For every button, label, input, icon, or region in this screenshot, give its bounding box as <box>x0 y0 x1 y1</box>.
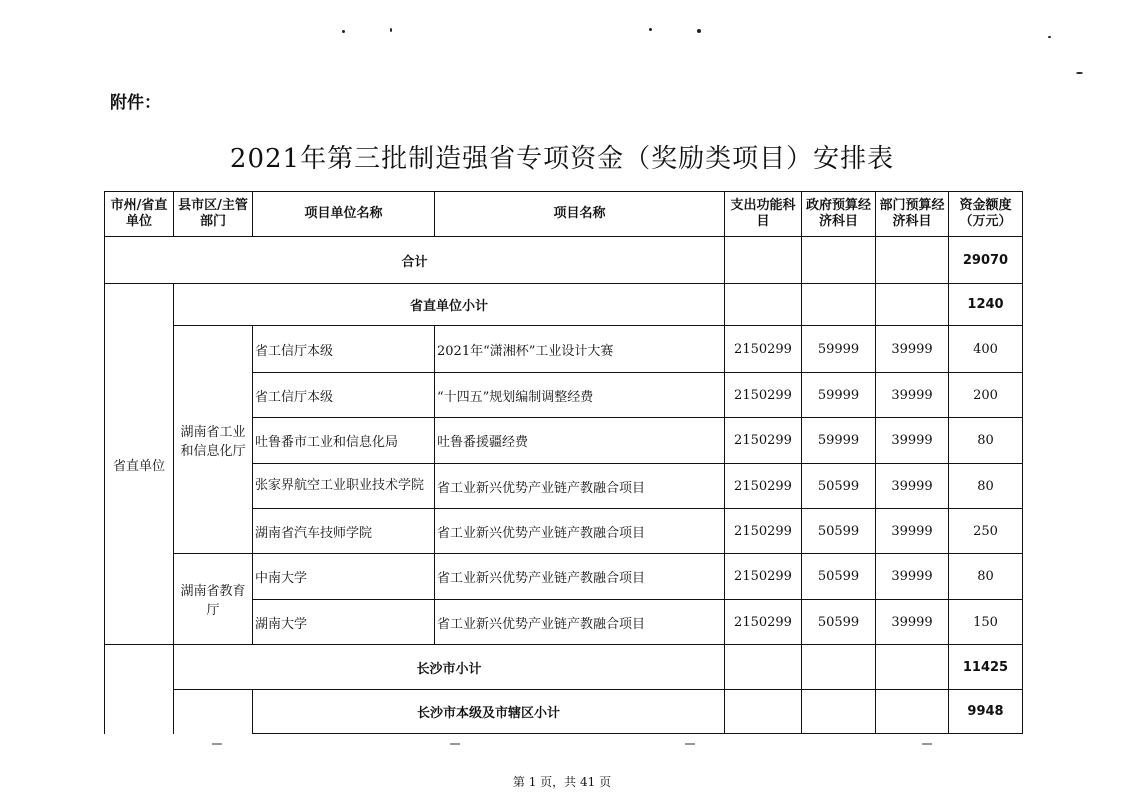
row-project: 2021年“潇湘杯”工业设计大赛 <box>435 326 725 373</box>
row-gov: 59999 <box>802 326 876 373</box>
scan-speck <box>649 28 652 31</box>
provincial-subtotal-row <box>105 284 1023 326</box>
row-project: 省工业新兴优势产业链产教融合项目 <box>435 554 725 600</box>
row-amount: 80 <box>949 554 1023 600</box>
header-gov-subject: 政府预算经济科目 <box>802 192 876 237</box>
table-row <box>105 326 1023 373</box>
total-amount: 29070 <box>949 237 1023 284</box>
scan-speck <box>1076 72 1083 74</box>
header-city: 市州/省直单位 <box>105 192 174 237</box>
header-amount: 资金额度（万元） <box>949 192 1023 237</box>
scan-speck <box>390 28 392 32</box>
table-row <box>105 554 1023 600</box>
header-project: 项目名称 <box>435 192 725 237</box>
row-dept: 39999 <box>876 373 949 418</box>
provincial-subtotal-amount: 1240 <box>949 284 1023 326</box>
changsha-subtotal-row <box>105 645 1023 690</box>
row-func: 2150299 <box>725 373 802 418</box>
row-dept: 39999 <box>876 418 949 464</box>
row-gov: 50599 <box>802 554 876 600</box>
scan-speck <box>342 30 345 33</box>
row-project: “十四五”规划编制调整经费 <box>435 373 725 418</box>
row-func: 2150299 <box>725 554 802 600</box>
row-dept: 39999 <box>876 509 949 554</box>
header-unit: 项目单位名称 <box>253 192 435 237</box>
row-func: 2150299 <box>725 464 802 509</box>
row-gov: 59999 <box>802 373 876 418</box>
row-project: 省工业新兴优势产业链产教融合项目 <box>435 600 725 645</box>
row-unit: 省工信厅本级 <box>253 373 435 418</box>
row-dept: 39999 <box>876 600 949 645</box>
row-func: 2150299 <box>725 418 802 464</box>
provincial-group-label: 省直单位 <box>105 284 174 645</box>
cut-mark <box>450 743 460 745</box>
row-unit: 吐鲁番市工业和信息化局 <box>253 418 435 464</box>
provincial-subtotal-label: 省直单位小计 <box>174 284 725 326</box>
row-gov: 50599 <box>802 464 876 509</box>
cut-mark <box>685 743 695 745</box>
total-row <box>105 237 1023 284</box>
row-unit: 中南大学 <box>253 554 435 600</box>
dept-education: 湖南省教育厅 <box>174 554 253 645</box>
row-amount: 80 <box>949 464 1023 509</box>
row-unit: 湖南省汽车技师学院 <box>253 509 435 554</box>
changsha-city-level-amount: 9948 <box>949 690 1023 734</box>
changsha-city-level-row <box>105 690 1023 734</box>
row-project: 省工业新兴优势产业链产教融合项目 <box>435 464 725 509</box>
row-func: 2150299 <box>725 326 802 373</box>
row-unit: 省工信厅本级 <box>253 326 435 373</box>
row-func: 2150299 <box>725 600 802 645</box>
attachment-label: 附件： <box>110 93 161 113</box>
changsha-city-level-label: 长沙市本级及市辖区小计 <box>253 690 725 734</box>
table-header-row <box>105 192 1023 237</box>
row-amount: 80 <box>949 418 1023 464</box>
cut-mark <box>922 743 932 745</box>
row-gov: 50599 <box>802 509 876 554</box>
row-gov: 50599 <box>802 600 876 645</box>
row-project: 省工业新兴优势产业链产教融合项目 <box>435 509 725 554</box>
row-amount: 150 <box>949 600 1023 645</box>
row-project: 吐鲁番援疆经费 <box>435 418 725 464</box>
row-gov: 59999 <box>802 418 876 464</box>
row-dept: 39999 <box>876 326 949 373</box>
header-dept-subject: 部门预算经济科目 <box>876 192 949 237</box>
allocation-table <box>104 191 1023 734</box>
total-label: 合计 <box>105 237 725 284</box>
changsha-subtotal-amount: 11425 <box>949 645 1023 690</box>
row-unit: 张家界航空工业职业技术学院 <box>253 464 435 509</box>
row-dept: 39999 <box>876 554 949 600</box>
page-title: 2021年第三批制造强省专项资金（奖励类项目）安排表 <box>229 144 895 174</box>
header-func-subject: 支出功能科目 <box>725 192 802 237</box>
row-unit: 湖南大学 <box>253 600 435 645</box>
row-amount: 200 <box>949 373 1023 418</box>
page-footer: 第 1 页，共 41 页 <box>512 775 612 789</box>
row-amount: 250 <box>949 509 1023 554</box>
row-func: 2150299 <box>725 509 802 554</box>
row-dept: 39999 <box>876 464 949 509</box>
dept-industry: 湖南省工业和信息化厅 <box>174 326 253 554</box>
header-county: 县市区/主管部门 <box>174 192 253 237</box>
scan-speck <box>1048 36 1051 38</box>
changsha-subtotal-label: 长沙市小计 <box>174 645 725 690</box>
scan-speck <box>697 29 701 33</box>
row-amount: 400 <box>949 326 1023 373</box>
cut-mark <box>212 743 222 745</box>
